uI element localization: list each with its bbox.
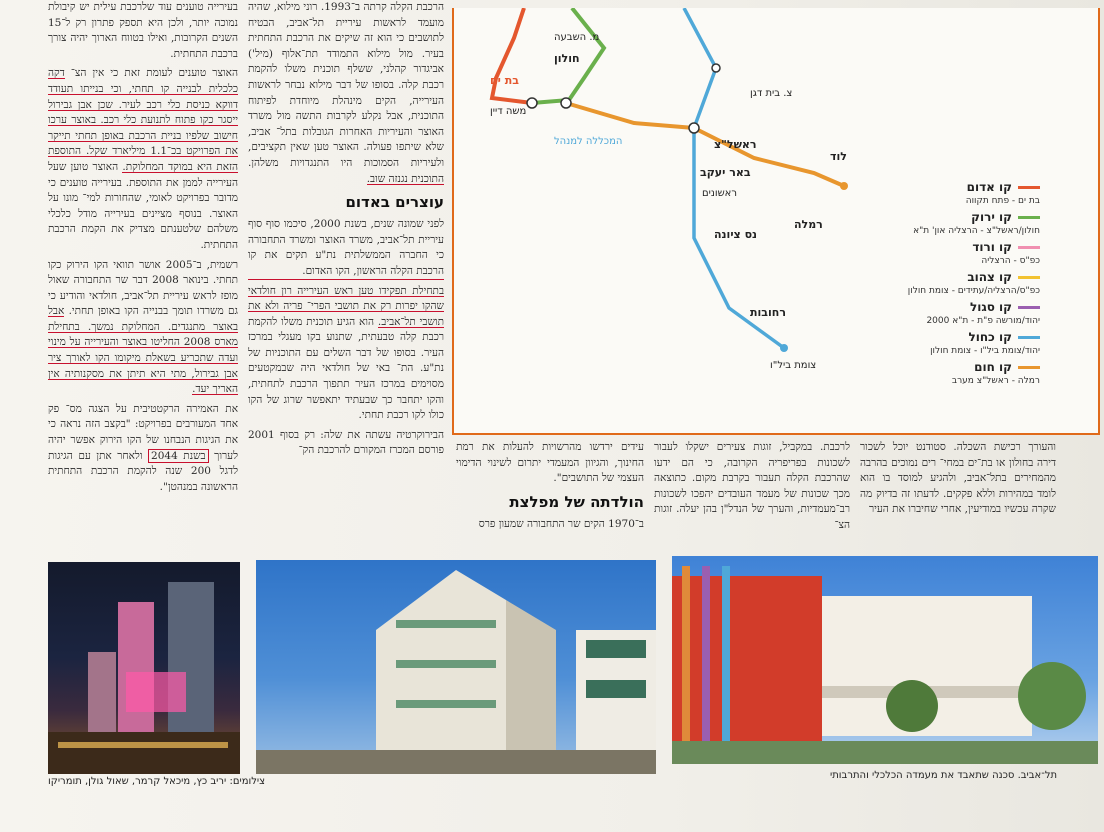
middle-paragraph-4: הבירוקרטיה עשתה את שלה: רק בסוף 2001 פורסם המכרז המקורם להרכבת הק־ [248,428,444,457]
legend-item-brown [870,360,1040,387]
legend-route-blue: יהוד/צומת ביל"ו - צומת חולון [930,346,1040,356]
station-dot [840,182,848,190]
tel-aviv-caption: תל־אביב. סכנה שתאבד את מעמדה הכלכלי והתרבותי [830,770,1058,781]
left-paragraph-2c: האוצר טוען שעל העירייה לממן את התוספת. בעירייה טוענים כי מדובר בפרויקט לאומי, שהחורות למי־ מונו על האוצר. בנוסף מציינים בעירייה מודל כלכלי משלהם שלטענתם מצדיק את הקמת הרכבת התחתית. [48,160,238,251]
legend-swatch-green [1018,216,1040,219]
lower-col3-paragraph: והעורך רכישת השכלה. סטודנט יוכל לשכור דירה בחולון או בת־ים במחי־ רים נמוכים בהרבה מהמחירים בתל־אביב, ולהגיע למוסד בו הוא לומד במהירות וללא פקקים. לדעתו זה בדיוק מה שקרה עכשיו במודיעין, אחרי שחיברו את העיר [860,441,1056,516]
legend-swatch-pink [1018,246,1040,249]
legend-route-purple: יהוד/מורשה פ"ת - ת"א 2000 [926,316,1040,326]
left-paragraph-3 [48,258,238,398]
middle-paragraph-1 [248,0,444,187]
left-paragraph-4 [48,402,238,496]
station-m-hashivah: מ. השבעה [554,32,600,43]
city-lod: לוד [830,150,847,163]
city-ramla: רמלה [794,218,823,231]
legend-name-brown: קו חום [974,360,1012,374]
station-college: המכללה למנהל [554,136,623,147]
lower-column-1 [456,440,644,550]
colorful-building-graphic [672,556,1098,764]
legend-item-green [870,210,1040,237]
middle-highlight-3: בתחילת תפקידו טען ראש העירייה רון חולדאי שהקו יפרות רק את תושבי הפרי־ פריה ולא את תושבי תל־אביב. [248,284,444,328]
subheading-monster: הולדתה של מפלצת [509,492,644,511]
lower-col2-paragraph: לרכבת. במקביל, זוגות צעירים ישקלו לעבור לשכונות בפריפריה הקרובה, כי הם ידעו שהרכבת הקלה תעבור בקרבת מקום. כתוצאה מכך שכונות של מעמד העובדים יהפכו לשכונות רב־מעמדיות, והערך של הנדל"ן בהן יעלה. זוגות הצ־ [654,441,850,531]
year-2044-box: בשנת 2044 [148,449,209,463]
legend-name-red: קו אדום [966,180,1012,194]
legend-swatch-purple [1018,306,1040,309]
map-legend [870,180,1040,390]
left-paragraph-4b: ולאחר אתן עם הגיגות לדגל 200 שנה להקמת הרכבת התחתית הראשונה במנהטן". [48,449,238,493]
middle-paragraph-3b: הוא הגיע תוכנית משלו להקמת רכבת קלה טבעתית, שתנוע בקו מעגלי במרכז העיר. בסופו של דבר השלים עם התוכניות של נת"ע. הת־ באי של חולדאי היה שבמקטעים מסוימים במרכז העיר תתפוך הרכבת לתחתית, והקו יתחבר כך שבעתיד יתאפשר שרוג של הקו כולו לקו רכבת תחתי. [248,315,444,422]
city-rishonim: ראשונים [702,188,738,199]
city-rishlatz: ראשל"צ [714,138,757,151]
lower-col1-paragraph: עידים ירדשו מהרשויות להעלות את רמת החינוך, והגיוון המעמדי יתרום לשינוי הדימוי העצמי של התושבים". [456,441,644,485]
lower-col1-paragraph-b: ב־1970 הקים שר התחבורה שמעון פרס [478,517,644,530]
photo-colorful-building [672,556,1098,764]
city-rehovot: רחובות [750,306,786,319]
legend-route-pink: כפ"ס - הרצליה [981,256,1040,266]
modern-building-graphic [256,560,656,774]
city-bat-yam: בת ים [490,74,519,87]
left-paragraph-2 [48,66,238,253]
night-towers-graphic [48,562,240,774]
left-paragraph-4a: את האמירה הרקטטיבית על הצגה מס־ פק אחד המעורבים בפרויקט: "בקצב הזה נראה כי את הגיגות הנבחנו של הקו הירוק אפשר יהיה לערוך [48,402,238,462]
legend-item-blue [870,330,1040,357]
photo-modern-building [256,560,656,774]
left-highlight-1: דקה כלכלית לבנייה קו תחתי, וכי בנייתו תעודד דווקא כניסת כלי רכב לעיר. שכן אבן גבירול ייסגר כקו פתוח לתנועת כלי רכב. באוצר ערכו חישוב שלפיו בניית הרכבת באופן תחתי תייקר את הפרויקט בכ־1.1 מיליארד שקל. התוספת הזאת היא במוקד המחלוקת. [48,67,238,173]
legend-item-purple [870,300,1040,327]
middle-paragraph-3 [248,284,444,424]
station-dot [689,123,699,133]
left-paragraph-2a: האוצר טוענים לעומת זאת כי אין הצ־ [70,67,238,80]
left-column [48,0,238,552]
city-holon: חולון [554,52,580,65]
station-dot [561,98,571,108]
legend-route-red: בת ים - פתח תקווה [965,196,1040,206]
legend-swatch-yellow [1018,276,1040,279]
station-dot [712,64,720,72]
legend-route-yellow: כפ"ס/הרצליה/עתידים - צומת חולון [907,286,1040,296]
legend-swatch-blue [1018,336,1040,339]
middle-column [248,0,444,552]
legend-item-red [870,180,1040,207]
lower-column-3 [860,440,1056,550]
station-tzomet-bilu: צומת ביל"ו [770,360,817,371]
middle-paragraph-1a: הרכבת הקלה קרתה ב־1993. רוני מילוא, שהיה מועמד לראשות עיריית תל־אביב, הבטיח לתושבים כי הוא זה שיקים את הרכבת התחתית בעיר. מול מילוא התמודד תת־אלוף (מיל') אביגדור קהלני, ששלף תוכנית משלו להקמת רכבת קלה. בסופו של דבר מילוא נבחר לראשות העירייה, הקים מינהלת מיוחדת לפיתוח התוכנית, אבל נקלע לקרבות התשה מול משרד האוצר והעיריות האחרות הגובלות בתל־ אביב, שלא שיתפו פעולה. האוצר טען שאין תקציבים, ולעיריות הסמוכות היו התנגדויות משלהן. [248,1,444,169]
station-dot [780,344,788,352]
left-highlight-2: אבל באוצר מתנגדים. המחלוקת נמשך. בתחילת מארס 2008 החליטו באוצר והעירייה על מינוי ועדה שתכריע בשאלת מיקומו הקו לאורך ציר אבן גבירול, מתי היא תיתן את מסקנותיה אין האריך יעד. [48,305,238,396]
city-beer-yaakov: באר יעקב [700,166,751,179]
legend-name-purple: קו סגול [969,300,1012,314]
legend-name-green: קו ירוק [971,210,1012,224]
city-nes-ziona: נס ציונה [714,228,758,241]
legend-name-pink: קו ורוד [972,240,1012,254]
station-tz-beit-dagan: צ. בית דגן [750,88,793,99]
left-paragraph-3a: רשמית, ב־2005 אושר תוואי הקו הירוק כקו תחתי. בינואר 2008 דבר שר התחבורה שאול מופז לראש עיריית תל־אביב, חולדאי והודיע כי גם משרדו תומך בבנייה הקו באופן תחתי. [48,258,238,318]
legend-swatch-brown [1018,366,1040,369]
subheading-red-line: עוצרים באדום [345,193,444,212]
photo-credit-caption: צילומים: יריב כץ, מיכאל קרמר, שאול גולן, תומריקו [48,776,266,787]
legend-route-green: חולון/ראשל"צ - הרצליה און' ת"א [913,226,1040,236]
lower-column-2 [654,440,850,550]
middle-highlight-1: התוכנית נגנזה שוב. [366,172,444,185]
left-paragraph-1: בעירייה טוענים עוד שלרכבת עילית יש קיבולת נמוכה יותר, ולכן היא תספק פתרון רק ל־15 השנים הקרובות, ואילו בטווח הארוך יהיה צורך ברכבת התחתית. [48,1,238,60]
legend-name-yellow: קו צהוב [967,270,1012,284]
legend-item-yellow [870,270,1040,297]
photo-night-towers [48,562,240,774]
legend-item-pink [870,240,1040,267]
legend-route-brown: רמלה - ראשל"צ מערב [951,376,1040,386]
legend-swatch-red [1018,186,1040,189]
middle-paragraph-2: לפני שמונה שנים, בשנת 2000, סיכמו סוף סוף עיריית תל־אביב, משרד האוצר ומשרד התחבורה כי החברה הממשלתית נת"ע תקים את קו הרכבת הקלה הראשון, הקו האדום. [248,217,444,279]
station-dot [527,98,537,108]
legend-name-blue: קו כחול [968,330,1012,344]
red-line [492,8,532,103]
station-moshe-dayan: משה דיין [490,106,527,117]
